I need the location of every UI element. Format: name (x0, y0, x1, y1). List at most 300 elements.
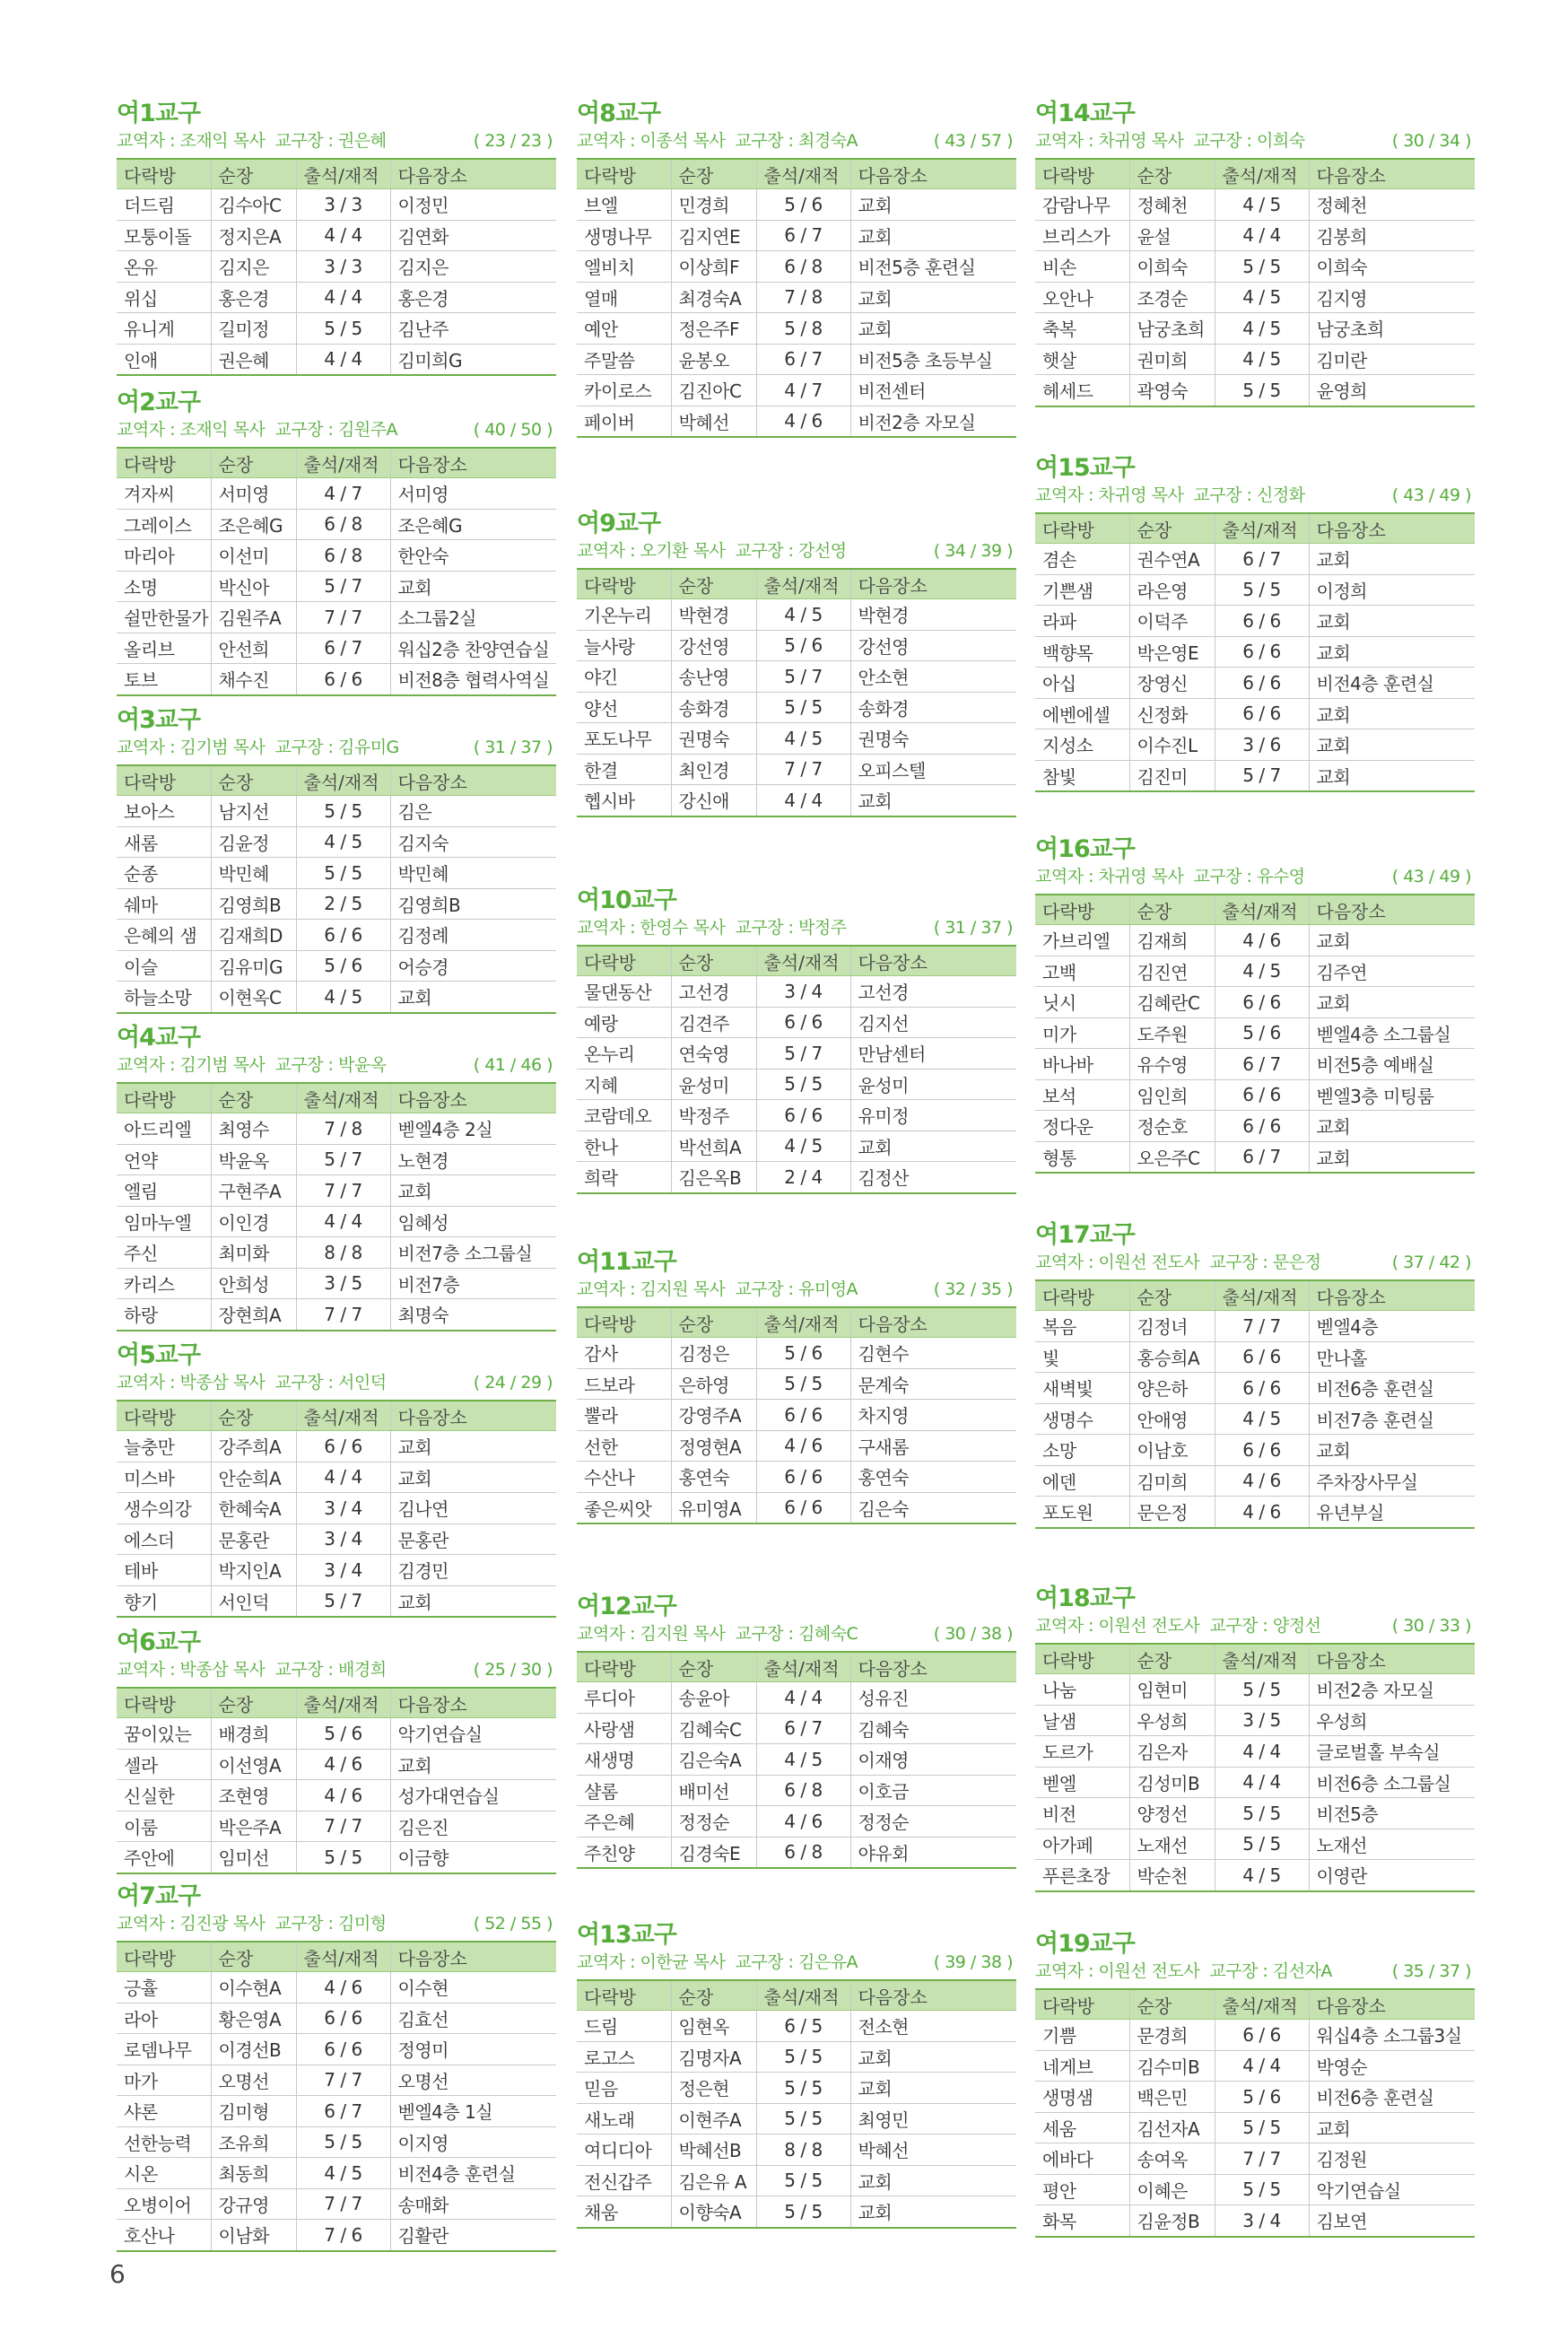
cell-next-place: 교회 (390, 1431, 556, 1462)
cell-attendance: 4 / 5 (296, 2158, 390, 2189)
district-title: 여8교구 (577, 100, 661, 127)
cell-next-place: 이희숙 (1309, 251, 1475, 283)
cell-group: 수산나 (577, 1462, 671, 1493)
cell-attendance: 6 / 6 (756, 1400, 850, 1431)
cell-group: 한나 (577, 1131, 671, 1162)
cell-next-place: 문홍란 (390, 1523, 556, 1555)
table-row (117, 664, 556, 695)
cell-attendance: 5 / 5 (296, 2126, 390, 2158)
district-staff (117, 418, 397, 441)
district-pastor: 교역자 : 차귀영 목사 (1035, 867, 1184, 886)
table-header-row (117, 1688, 556, 1718)
district-table (117, 1082, 556, 1331)
district-info (1035, 129, 1475, 153)
cell-attendance: 4 / 5 (1215, 189, 1309, 221)
cell-next-place: 유미정 (850, 1100, 1016, 1131)
table-row (117, 1523, 556, 1555)
cell-attendance: 4 / 4 (296, 220, 390, 251)
cell-next-place: 고선경 (850, 976, 1016, 1008)
table-row (1035, 1341, 1475, 1373)
district-leader: 교구장 : 김혜숙C (735, 1624, 858, 1644)
cell-attendance: 5 / 5 (756, 692, 850, 723)
cell-leader: 박민혜 (211, 858, 296, 889)
cell-next-place: 소그룹2실 (390, 602, 556, 633)
cell-group: 햇살 (1035, 344, 1129, 375)
cell-group: 샤론 (117, 2096, 211, 2127)
district-info (577, 1622, 1016, 1646)
cell-group: 온누리 (577, 1038, 671, 1069)
table-row (1035, 1403, 1475, 1435)
cell-leader: 서인덕 (211, 1585, 296, 1617)
header-group: 다락방 (1035, 1644, 1129, 1674)
cell-group: 오안나 (1035, 282, 1129, 313)
cell-next-place: 비전2층 자모실 (850, 406, 1016, 437)
table-row (117, 1206, 556, 1237)
district-pastor: 교역자 : 박종삼 목사 (117, 1373, 266, 1392)
cell-leader: 김윤정B (1129, 2205, 1215, 2237)
cell-leader: 한혜숙A (211, 1493, 296, 1524)
cell-leader: 강신애 (671, 785, 756, 816)
table-row (577, 2196, 1016, 2228)
cell-group: 헵시바 (577, 785, 671, 816)
district-table (117, 1941, 556, 2252)
district-table (577, 568, 1016, 817)
cell-next-place: 김은숙 (850, 1492, 1016, 1523)
district-ratio: ( 43 / 49 ) (1391, 485, 1471, 505)
cell-group: 겸손 (1035, 544, 1129, 575)
district-staff (117, 1371, 387, 1394)
header-leader: 순장 (211, 1942, 296, 1972)
cell-next-place: 김미란 (1309, 344, 1475, 375)
cell-next-place: 김활란 (390, 2220, 556, 2251)
cell-attendance: 5 / 6 (296, 1718, 390, 1750)
cell-next-place: 성가대연습실 (390, 1780, 556, 1812)
district-info (577, 916, 1016, 939)
district-pastor: 교역자 : 조재익 목사 (117, 131, 266, 151)
cell-group: 바나바 (1035, 1049, 1129, 1080)
cell-group: 참빛 (1035, 760, 1129, 791)
table-header-row (117, 448, 556, 478)
cell-group: 순종 (117, 858, 211, 889)
table-row (1035, 1798, 1475, 1829)
cell-group: 루디아 (577, 1682, 671, 1714)
table-row (1035, 2082, 1475, 2113)
district-info (1035, 865, 1475, 888)
cell-leader: 은하영 (671, 1368, 756, 1400)
district-info (117, 1912, 556, 1935)
cell-attendance: 5 / 5 (1215, 2174, 1309, 2205)
cell-next-place: 김정례 (390, 920, 556, 951)
cell-next-place: 비전4층 훈련실 (1309, 668, 1475, 699)
district-block (577, 1920, 1016, 2229)
header-next-place: 다음장소 (390, 1401, 556, 1431)
table-row (1035, 1311, 1475, 1342)
cell-attendance: 7 / 7 (296, 1811, 390, 1842)
cell-group: 빛 (1035, 1341, 1129, 1373)
table-header-row (577, 946, 1016, 976)
header-group: 다락방 (117, 1942, 211, 1972)
cell-leader: 김진미 (1129, 760, 1215, 791)
cell-group: 화목 (1035, 2205, 1129, 2237)
cell-leader: 박정주 (671, 1100, 756, 1131)
cell-leader: 이선영A (211, 1749, 296, 1780)
table-row (577, 599, 1016, 631)
header-attendance: 출석/재적 (756, 1980, 850, 2011)
header-next-place: 다음장소 (850, 1980, 1016, 2011)
cell-leader: 강선영 (671, 630, 756, 661)
header-leader: 순장 (211, 1688, 296, 1718)
table-row (117, 2096, 556, 2127)
cell-group: 올리브 (117, 633, 211, 664)
cell-attendance: 6 / 6 (296, 920, 390, 951)
table-row (1035, 760, 1475, 791)
header-leader: 순장 (211, 765, 296, 796)
cell-attendance: 3 / 5 (1215, 1705, 1309, 1736)
table-header-row (1035, 1989, 1475, 2020)
district-table (117, 1400, 556, 1618)
cell-leader: 김명자A (671, 2041, 756, 2073)
district-info (1035, 1960, 1475, 1983)
cell-group: 백향목 (1035, 636, 1129, 668)
district-staff (577, 539, 847, 563)
district-staff (577, 129, 858, 153)
header-next-place: 다음장소 (1309, 159, 1475, 189)
cell-attendance: 4 / 4 (296, 1462, 390, 1493)
district-pastor: 교역자 : 박종삼 목사 (117, 1660, 266, 1680)
cell-attendance: 6 / 6 (756, 1462, 850, 1493)
cell-attendance: 4 / 4 (1215, 1736, 1309, 1768)
table-row (577, 1162, 1016, 1193)
cell-next-place: 오피스텔 (850, 754, 1016, 785)
cell-next-place: 교회 (390, 982, 556, 1013)
district-title: 여11교구 (577, 1248, 676, 1276)
cell-leader: 권수연A (1129, 544, 1215, 575)
cell-leader: 김정은 (671, 1338, 756, 1369)
header-group: 다락방 (1035, 513, 1129, 544)
cell-attendance: 6 / 7 (1215, 544, 1309, 575)
header-attendance: 출석/재적 (1215, 159, 1309, 189)
cell-leader: 정은주F (671, 313, 756, 345)
table-header-row (117, 159, 556, 189)
district-ratio: ( 30 / 38 ) (933, 1624, 1013, 1644)
cell-attendance: 7 / 7 (296, 1299, 390, 1331)
district-info (117, 1658, 556, 1681)
cell-group: 주친양 (577, 1837, 671, 1868)
cell-next-place: 글로벌홀 부속실 (1309, 1736, 1475, 1768)
cell-group: 드보라 (577, 1368, 671, 1400)
cell-leader: 강영주A (671, 1400, 756, 1431)
district-ratio: ( 31 / 37 ) (473, 738, 553, 757)
district-pastor: 교역자 : 차귀영 목사 (1035, 131, 1184, 151)
cell-attendance: 7 / 8 (296, 1113, 390, 1145)
cell-next-place: 교회 (850, 1131, 1016, 1162)
cell-group: 모퉁이돌 (117, 220, 211, 251)
cell-attendance: 5 / 6 (756, 630, 850, 661)
cell-next-place: 김정산 (850, 1162, 1016, 1193)
cell-leader: 박은주A (211, 1811, 296, 1842)
cell-group: 양선 (577, 692, 671, 723)
cell-attendance: 4 / 5 (756, 1744, 850, 1776)
cell-attendance: 7 / 7 (296, 602, 390, 633)
cell-next-place: 구새롬 (850, 1430, 1016, 1462)
cell-leader: 송난영 (671, 661, 756, 693)
cell-next-place: 안소현 (850, 661, 1016, 693)
cell-next-place: 교회 (850, 2165, 1016, 2196)
table-row (1035, 1435, 1475, 1466)
cell-next-place: 악기연습실 (390, 1718, 556, 1750)
cell-leader: 김견주 (671, 1007, 756, 1038)
cell-leader: 최경숙A (671, 282, 756, 313)
cell-next-place: 강선영 (850, 630, 1016, 661)
cell-attendance: 4 / 6 (756, 1806, 850, 1838)
header-attendance: 출석/재적 (296, 1083, 390, 1113)
table-row (117, 540, 556, 572)
district-leader: 교구장 : 이희숙 (1193, 131, 1305, 151)
district-title: 여18교구 (1035, 1585, 1135, 1612)
header-attendance: 출석/재적 (756, 569, 850, 599)
header-next-place: 다음장소 (850, 946, 1016, 976)
header-next-place: 다음장소 (850, 1307, 1016, 1338)
cell-next-place: 김나연 (390, 1493, 556, 1524)
cell-next-place: 남궁초희 (1309, 313, 1475, 345)
header-next-place: 다음장소 (390, 1083, 556, 1113)
header-attendance: 출석/재적 (1215, 513, 1309, 544)
cell-attendance: 6 / 6 (296, 1431, 390, 1462)
table-row (577, 1131, 1016, 1162)
header-attendance: 출석/재적 (756, 946, 850, 976)
cell-next-place: 만남센터 (850, 1038, 1016, 1069)
table-row (1035, 1017, 1475, 1049)
table-row (577, 1744, 1016, 1776)
district-leader: 교구장 : 박윤옥 (274, 1055, 387, 1075)
cell-leader: 박순천 (1129, 1860, 1215, 1891)
district-ratio: ( 23 / 23 ) (473, 131, 553, 151)
cell-next-place: 교회 (1309, 925, 1475, 956)
header-attendance: 출석/재적 (296, 1942, 390, 1972)
district-block (117, 705, 556, 1014)
cell-attendance: 4 / 5 (296, 826, 390, 858)
table-row (117, 1555, 556, 1586)
table-row (117, 633, 556, 664)
table-row (117, 826, 556, 858)
cell-group: 신실한 (117, 1780, 211, 1812)
table-row (117, 189, 556, 221)
district-info (117, 1371, 556, 1394)
table-row (1035, 189, 1475, 221)
cell-next-place: 김정원 (1309, 2143, 1475, 2175)
table-row (577, 2135, 1016, 2166)
table-row (577, 406, 1016, 437)
district-table (577, 1651, 1016, 1869)
cell-group: 인애 (117, 344, 211, 375)
district-pastor: 교역자 : 김기범 목사 (117, 738, 266, 757)
cell-group: 벧엘 (1035, 1767, 1129, 1798)
header-attendance: 출석/재적 (296, 765, 390, 796)
cell-next-place: 김현수 (850, 1338, 1016, 1369)
cell-group: 토브 (117, 664, 211, 695)
district-ratio: ( 52 / 55 ) (473, 1914, 553, 1934)
cell-next-place: 김난주 (390, 313, 556, 345)
cell-group: 지혜 (577, 1069, 671, 1100)
cell-leader: 김혜숙C (671, 1713, 756, 1744)
cell-group: 미가 (1035, 1017, 1129, 1049)
cell-group: 아십 (1035, 668, 1129, 699)
header-next-place: 다음장소 (390, 159, 556, 189)
cell-group: 희락 (577, 1162, 671, 1193)
table-row (117, 571, 556, 602)
header-attendance: 출석/재적 (1215, 1644, 1309, 1674)
cell-next-place: 김지은 (390, 251, 556, 283)
cell-next-place: 비전4층 훈련실 (390, 2158, 556, 2189)
cell-leader: 권명숙 (671, 723, 756, 755)
cell-next-place: 교회 (1309, 606, 1475, 637)
district-title: 여3교구 (117, 706, 201, 734)
cell-next-place: 이지영 (390, 2126, 556, 2158)
cell-attendance: 5 / 5 (1215, 375, 1309, 406)
cell-leader: 박혜선 (671, 406, 756, 437)
table-header-row (577, 1652, 1016, 1682)
header-group: 다락방 (577, 946, 671, 976)
cell-group: 로고스 (577, 2041, 671, 2073)
table-row (1035, 1111, 1475, 1142)
header-group: 다락방 (577, 1307, 671, 1338)
cell-attendance: 7 / 8 (756, 282, 850, 313)
cell-leader: 이수진L (1129, 729, 1215, 761)
cell-attendance: 5 / 6 (1215, 1017, 1309, 1049)
cell-leader: 이경선B (211, 2034, 296, 2065)
cell-group: 새생명 (577, 1744, 671, 1776)
header-attendance: 출석/재적 (296, 1688, 390, 1718)
table-row (117, 1462, 556, 1493)
cell-leader: 김유미G (211, 950, 296, 982)
table-row (1035, 1674, 1475, 1706)
cell-group: 전신갑주 (577, 2165, 671, 2196)
district-leader: 교구장 : 유미영A (735, 1279, 858, 1299)
cell-leader: 이덕주 (1129, 606, 1215, 637)
cell-leader: 조은혜G (211, 509, 296, 540)
header-leader: 순장 (1129, 1989, 1215, 2020)
district-block (117, 1628, 556, 1874)
cell-group: 에바다 (1035, 2143, 1129, 2175)
cell-next-place: 교회 (390, 1749, 556, 1780)
cell-leader: 최영수 (211, 1113, 296, 1145)
district-pastor: 교역자 : 오기환 목사 (577, 541, 726, 561)
cell-next-place: 송매화 (390, 2188, 556, 2220)
cell-next-place: 교회 (1309, 544, 1475, 575)
header-leader: 순장 (671, 1980, 756, 2011)
cell-group: 감람나무 (1035, 189, 1129, 221)
district-leader: 교구장 : 강선영 (735, 541, 847, 561)
cell-attendance: 5 / 6 (296, 950, 390, 982)
cell-leader: 신정화 (1129, 698, 1215, 729)
cell-next-place: 문계숙 (850, 1368, 1016, 1400)
district-block (1035, 1220, 1475, 1529)
cell-group: 보석 (1035, 1079, 1129, 1111)
table-row (117, 313, 556, 345)
table-row (577, 1682, 1016, 1714)
cell-attendance: 4 / 4 (296, 1206, 390, 1237)
district-block (1035, 99, 1475, 407)
cell-next-place: 홍은경 (390, 282, 556, 313)
cell-group: 예안 (577, 313, 671, 345)
cell-next-place: 박혜선 (850, 2135, 1016, 2166)
header-leader: 순장 (1129, 1644, 1215, 1674)
cell-next-place: 교회 (850, 313, 1016, 345)
table-row (117, 888, 556, 920)
header-leader: 순장 (1129, 1280, 1215, 1311)
cell-leader: 김재희 (1129, 925, 1215, 956)
cell-attendance: 5 / 5 (296, 313, 390, 345)
cell-group: 카이로스 (577, 375, 671, 406)
table-row (577, 1713, 1016, 1744)
district-info (577, 1278, 1016, 1301)
district-ratio: ( 31 / 37 ) (933, 918, 1013, 938)
cell-leader: 오명선 (211, 2065, 296, 2096)
cell-leader: 고선경 (671, 976, 756, 1008)
header-leader: 순장 (211, 448, 296, 478)
district-ratio: ( 30 / 34 ) (1391, 131, 1471, 151)
header-next-place: 다음장소 (850, 569, 1016, 599)
cell-next-place: 어승경 (390, 950, 556, 982)
district-block (577, 1247, 1016, 1524)
cell-next-place: 비전6층 훈련실 (1309, 1373, 1475, 1404)
cell-attendance: 5 / 5 (756, 1368, 850, 1400)
cell-group: 뿔라 (577, 1400, 671, 1431)
cell-attendance: 6 / 8 (756, 1837, 850, 1868)
table-row (1035, 2050, 1475, 2082)
cell-leader: 이인경 (211, 1206, 296, 1237)
cell-leader: 김진아C (671, 375, 756, 406)
cell-group: 헤세드 (1035, 375, 1129, 406)
cell-next-place: 교회 (1309, 1111, 1475, 1142)
table-row (117, 858, 556, 889)
cell-group: 페이버 (577, 406, 671, 437)
cell-leader: 최인경 (671, 754, 756, 785)
cell-group: 푸른초장 (1035, 1860, 1129, 1891)
cell-leader: 김원주A (211, 602, 296, 633)
header-leader: 순장 (671, 1652, 756, 1682)
district-pastor: 교역자 : 김지원 목사 (577, 1624, 726, 1644)
cell-leader: 김재희D (211, 920, 296, 951)
cell-next-place: 오명선 (390, 2065, 556, 2096)
cell-leader: 김미형 (211, 2096, 296, 2127)
table-row (577, 1400, 1016, 1431)
cell-attendance: 6 / 6 (296, 664, 390, 695)
header-attendance: 출석/재적 (756, 1307, 850, 1338)
table-row (117, 1780, 556, 1812)
table-row (117, 282, 556, 313)
cell-group: 엘비치 (577, 251, 671, 283)
district-table (577, 945, 1016, 1194)
cell-attendance: 3 / 4 (1215, 2205, 1309, 2237)
cell-attendance: 5 / 5 (1215, 2112, 1309, 2143)
table-row (577, 2011, 1016, 2042)
table-row (577, 220, 1016, 251)
header-attendance: 출석/재적 (756, 1652, 850, 1682)
cell-next-place: 교회 (850, 220, 1016, 251)
district-info (577, 129, 1016, 153)
cell-next-place: 차지영 (850, 1400, 1016, 1431)
district-staff (1035, 129, 1305, 153)
table-row (117, 950, 556, 982)
cell-group: 감사 (577, 1338, 671, 1369)
district-pastor: 교역자 : 이원선 전도사 (1035, 1616, 1200, 1636)
cell-attendance: 4 / 4 (1215, 1767, 1309, 1798)
table-row (117, 1811, 556, 1842)
cell-attendance: 6 / 7 (296, 2096, 390, 2127)
district-info (117, 1053, 556, 1077)
table-row (577, 2103, 1016, 2135)
